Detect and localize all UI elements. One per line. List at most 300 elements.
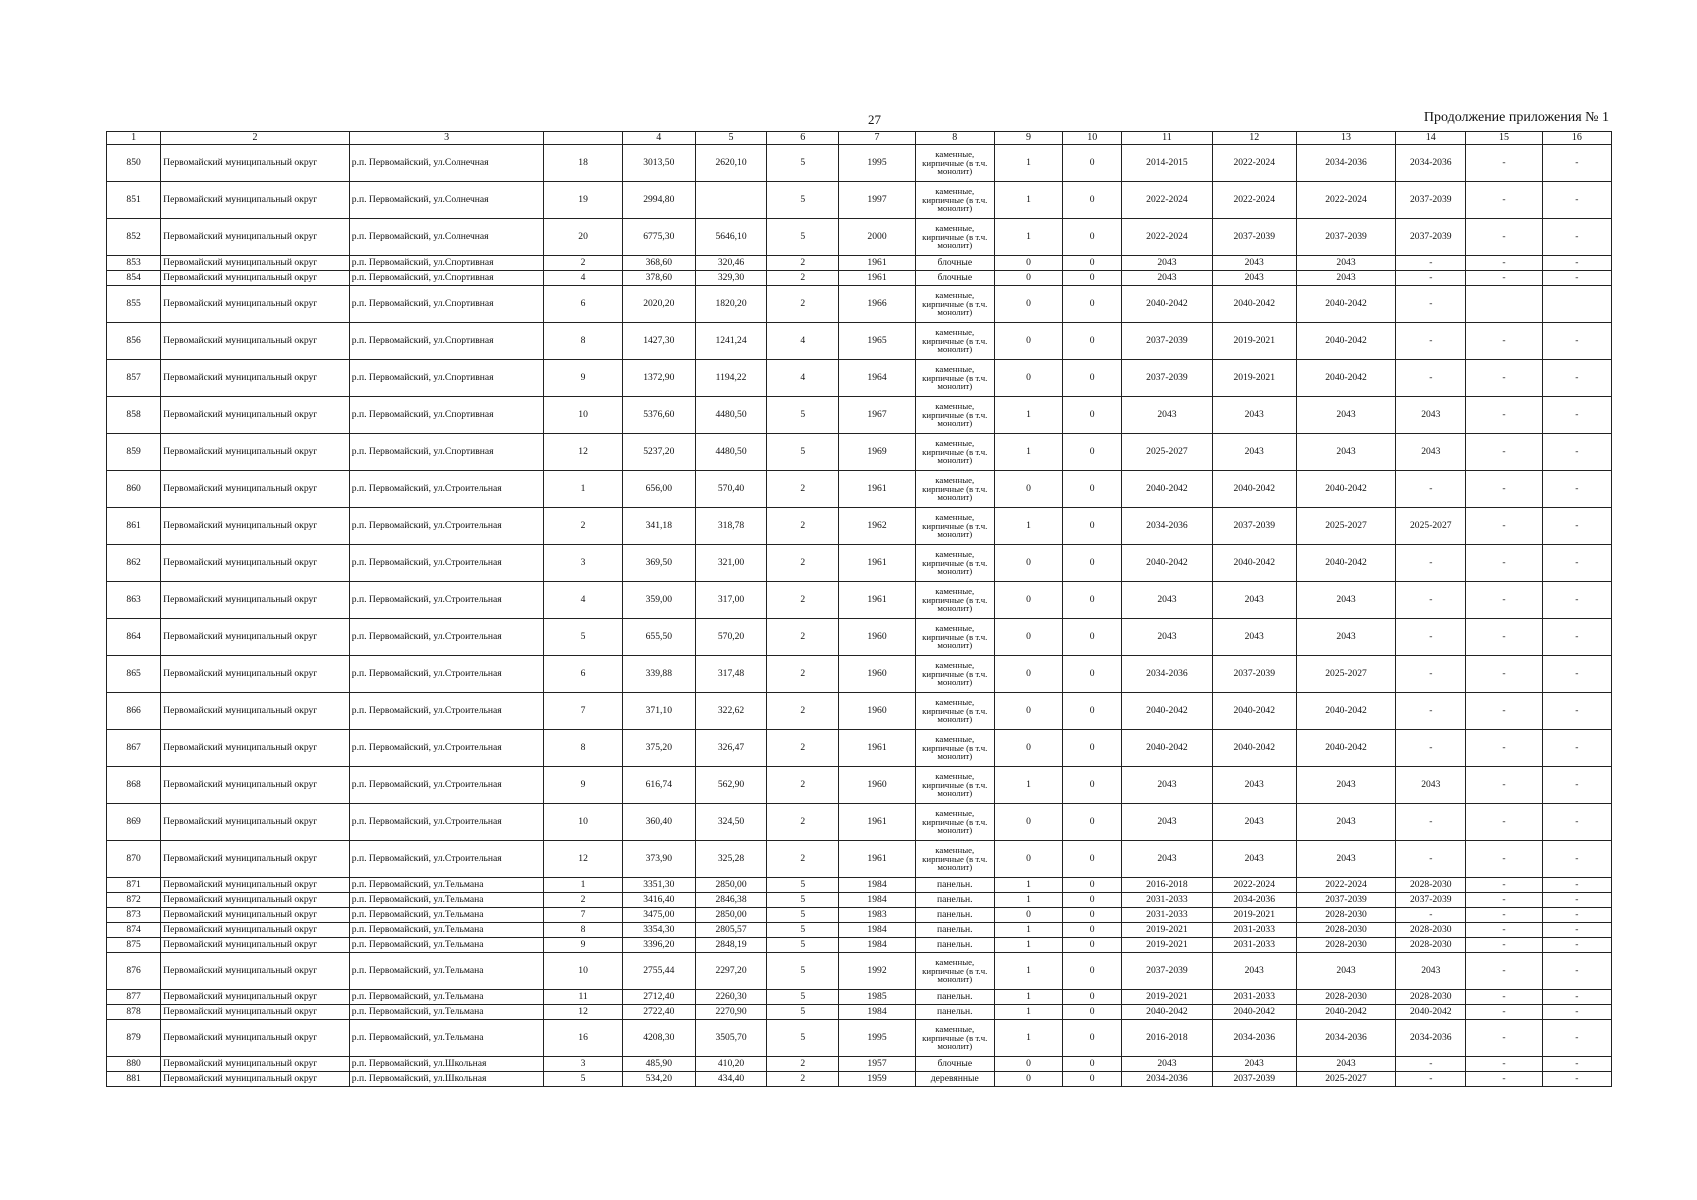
living-area-cell: 2805,57 bbox=[695, 923, 766, 938]
col10-cell: 0 bbox=[1063, 1072, 1122, 1087]
col9-cell: 0 bbox=[994, 256, 1062, 271]
district-cell: Первомайский муниципальный округ bbox=[161, 434, 350, 471]
house-number-cell: 16 bbox=[544, 1020, 622, 1057]
row-number-cell: 860 bbox=[107, 471, 161, 508]
col15-cell: - bbox=[1466, 893, 1542, 908]
address-cell: р.п. Первомайский, ул.Солнечная bbox=[349, 145, 544, 182]
col13-cell: 2040-2042 bbox=[1296, 471, 1395, 508]
col14-cell: 2040-2042 bbox=[1396, 1005, 1466, 1020]
table-row bbox=[107, 545, 1612, 582]
col10-cell: 0 bbox=[1063, 923, 1122, 938]
address-cell: р.п. Первомайский, ул.Строительная bbox=[349, 730, 544, 767]
col14-cell: - bbox=[1396, 582, 1466, 619]
house-number-cell: 8 bbox=[544, 730, 622, 767]
living-area-cell: 2270,90 bbox=[695, 1005, 766, 1020]
col9-cell: 1 bbox=[994, 219, 1062, 256]
district-cell: Первомайский муниципальный округ bbox=[161, 145, 350, 182]
floors-cell: 5 bbox=[767, 938, 839, 953]
col13-cell: 2043 bbox=[1296, 271, 1395, 286]
material-cell: каменные, кирпичные (в т.ч. монолит) bbox=[915, 953, 994, 990]
col13-cell: 2043 bbox=[1296, 619, 1395, 656]
address-cell: р.п. Первомайский, ул.Спортивная bbox=[349, 286, 544, 323]
floors-cell: 5 bbox=[767, 145, 839, 182]
floors-cell: 2 bbox=[767, 286, 839, 323]
col12-cell: 2043 bbox=[1212, 271, 1296, 286]
year-cell: 1983 bbox=[839, 908, 915, 923]
living-area-cell: 562,90 bbox=[695, 767, 766, 804]
column-number-cell: 5 bbox=[695, 132, 766, 145]
table-row bbox=[107, 953, 1612, 990]
col13-cell: 2040-2042 bbox=[1296, 693, 1395, 730]
total-area-cell: 2994,80 bbox=[622, 182, 695, 219]
address-cell: р.п. Первомайский, ул.Спортивная bbox=[349, 323, 544, 360]
col11-cell: 2022-2024 bbox=[1122, 182, 1212, 219]
floors-cell: 5 bbox=[767, 990, 839, 1005]
col15-cell bbox=[1466, 286, 1542, 323]
living-area-cell: 325,28 bbox=[695, 841, 766, 878]
col10-cell: 0 bbox=[1063, 656, 1122, 693]
col11-cell: 2025-2027 bbox=[1122, 434, 1212, 471]
col12-cell: 2040-2042 bbox=[1212, 1005, 1296, 1020]
material-cell: каменные, кирпичные (в т.ч. монолит) bbox=[915, 693, 994, 730]
col11-cell: 2019-2021 bbox=[1122, 990, 1212, 1005]
living-area-cell: 1820,20 bbox=[695, 286, 766, 323]
col12-cell: 2019-2021 bbox=[1212, 360, 1296, 397]
col12-cell: 2037-2039 bbox=[1212, 508, 1296, 545]
address-cell: р.п. Первомайский, ул.Строительная bbox=[349, 767, 544, 804]
address-cell: р.п. Первомайский, ул.Строительная bbox=[349, 471, 544, 508]
floors-cell: 2 bbox=[767, 471, 839, 508]
table-row bbox=[107, 767, 1612, 804]
total-area-cell: 656,00 bbox=[622, 471, 695, 508]
col12-cell: 2043 bbox=[1212, 767, 1296, 804]
living-area-cell: 5646,10 bbox=[695, 219, 766, 256]
row-number-cell: 872 bbox=[107, 893, 161, 908]
table-row bbox=[107, 271, 1612, 286]
total-area-cell: 359,00 bbox=[622, 582, 695, 619]
col16-cell: - bbox=[1542, 508, 1611, 545]
col10-cell: 0 bbox=[1063, 582, 1122, 619]
house-number-cell: 11 bbox=[544, 990, 622, 1005]
table-row bbox=[107, 656, 1612, 693]
floors-cell: 5 bbox=[767, 1005, 839, 1020]
living-area-cell: 324,50 bbox=[695, 804, 766, 841]
address-cell: р.п. Первомайский, ул.Тельмана bbox=[349, 1020, 544, 1057]
col12-cell: 2022-2024 bbox=[1212, 878, 1296, 893]
col11-cell: 2043 bbox=[1122, 397, 1212, 434]
floors-cell: 2 bbox=[767, 1072, 839, 1087]
col13-cell: 2028-2030 bbox=[1296, 990, 1395, 1005]
house-number-cell: 10 bbox=[544, 804, 622, 841]
col11-cell: 2034-2036 bbox=[1122, 1072, 1212, 1087]
col10-cell: 0 bbox=[1063, 893, 1122, 908]
living-area-cell: 2297,20 bbox=[695, 953, 766, 990]
living-area-cell: 322,62 bbox=[695, 693, 766, 730]
col16-cell: - bbox=[1542, 1020, 1611, 1057]
table-row bbox=[107, 878, 1612, 893]
col14-cell: - bbox=[1396, 286, 1466, 323]
table-row bbox=[107, 434, 1612, 471]
house-number-cell: 8 bbox=[544, 923, 622, 938]
col9-cell: 0 bbox=[994, 804, 1062, 841]
living-area-cell: 2260,30 bbox=[695, 990, 766, 1005]
table-row bbox=[107, 508, 1612, 545]
col15-cell: - bbox=[1466, 508, 1542, 545]
column-number-cell: 8 bbox=[915, 132, 994, 145]
year-cell: 1962 bbox=[839, 508, 915, 545]
total-area-cell: 368,60 bbox=[622, 256, 695, 271]
row-number-cell: 871 bbox=[107, 878, 161, 893]
col15-cell: - bbox=[1466, 182, 1542, 219]
house-number-cell: 12 bbox=[544, 841, 622, 878]
address-cell: р.п. Первомайский, ул.Тельмана bbox=[349, 908, 544, 923]
table-row bbox=[107, 323, 1612, 360]
col12-cell: 2043 bbox=[1212, 804, 1296, 841]
row-number-cell: 858 bbox=[107, 397, 161, 434]
row-number-cell: 863 bbox=[107, 582, 161, 619]
col10-cell: 0 bbox=[1063, 693, 1122, 730]
column-number-row bbox=[107, 132, 1612, 145]
col15-cell: - bbox=[1466, 841, 1542, 878]
col12-cell: 2019-2021 bbox=[1212, 323, 1296, 360]
col9-cell: 1 bbox=[994, 434, 1062, 471]
address-cell: р.п. Первомайский, ул.Солнечная bbox=[349, 182, 544, 219]
col16-cell: - bbox=[1542, 990, 1611, 1005]
col16-cell: - bbox=[1542, 656, 1611, 693]
address-cell: р.п. Первомайский, ул.Строительная bbox=[349, 693, 544, 730]
floors-cell: 5 bbox=[767, 397, 839, 434]
year-cell: 1984 bbox=[839, 923, 915, 938]
col16-cell bbox=[1542, 286, 1611, 323]
year-cell: 1961 bbox=[839, 256, 915, 271]
col14-cell: - bbox=[1396, 256, 1466, 271]
col9-cell: 0 bbox=[994, 1057, 1062, 1072]
year-cell: 1960 bbox=[839, 693, 915, 730]
total-area-cell: 5237,20 bbox=[622, 434, 695, 471]
col10-cell: 0 bbox=[1063, 990, 1122, 1005]
col12-cell: 2043 bbox=[1212, 841, 1296, 878]
living-area-cell: 434,40 bbox=[695, 1072, 766, 1087]
col11-cell: 2016-2018 bbox=[1122, 878, 1212, 893]
table-row bbox=[107, 471, 1612, 508]
column-number-cell: 15 bbox=[1466, 132, 1542, 145]
col13-cell: 2028-2030 bbox=[1296, 923, 1395, 938]
district-cell: Первомайский муниципальный округ bbox=[161, 1005, 350, 1020]
living-area-cell: 2848,19 bbox=[695, 938, 766, 953]
col10-cell: 0 bbox=[1063, 804, 1122, 841]
col11-cell: 2022-2024 bbox=[1122, 219, 1212, 256]
floors-cell: 2 bbox=[767, 656, 839, 693]
living-area-cell: 1194,22 bbox=[695, 360, 766, 397]
col10-cell: 0 bbox=[1063, 256, 1122, 271]
row-number-cell: 864 bbox=[107, 619, 161, 656]
col11-cell: 2037-2039 bbox=[1122, 323, 1212, 360]
col9-cell: 1 bbox=[994, 508, 1062, 545]
column-number-cell: 14 bbox=[1396, 132, 1466, 145]
material-cell: панельн. bbox=[915, 908, 994, 923]
col14-cell: 2034-2036 bbox=[1396, 145, 1466, 182]
total-area-cell: 3013,50 bbox=[622, 145, 695, 182]
col10-cell: 0 bbox=[1063, 397, 1122, 434]
material-cell: каменные, кирпичные (в т.ч. монолит) bbox=[915, 508, 994, 545]
col15-cell: - bbox=[1466, 434, 1542, 471]
floors-cell: 5 bbox=[767, 923, 839, 938]
address-cell: р.п. Первомайский, ул.Тельмана bbox=[349, 893, 544, 908]
material-cell: панельн. bbox=[915, 990, 994, 1005]
address-cell: р.п. Первомайский, ул.Строительная bbox=[349, 619, 544, 656]
material-cell: каменные, кирпичные (в т.ч. монолит) bbox=[915, 656, 994, 693]
row-number-cell: 851 bbox=[107, 182, 161, 219]
col12-cell: 2037-2039 bbox=[1212, 656, 1296, 693]
col16-cell: - bbox=[1542, 471, 1611, 508]
col9-cell: 1 bbox=[994, 878, 1062, 893]
year-cell: 1984 bbox=[839, 1005, 915, 1020]
row-number-cell: 881 bbox=[107, 1072, 161, 1087]
col15-cell: - bbox=[1466, 923, 1542, 938]
house-number-cell: 6 bbox=[544, 656, 622, 693]
address-cell: р.п. Первомайский, ул.Солнечная bbox=[349, 219, 544, 256]
table-row bbox=[107, 360, 1612, 397]
table-row bbox=[107, 582, 1612, 619]
col12-cell: 2031-2033 bbox=[1212, 923, 1296, 938]
floors-cell: 2 bbox=[767, 730, 839, 767]
col13-cell: 2025-2027 bbox=[1296, 508, 1395, 545]
house-number-cell: 2 bbox=[544, 893, 622, 908]
house-number-cell: 8 bbox=[544, 323, 622, 360]
col15-cell: - bbox=[1466, 953, 1542, 990]
house-number-cell: 18 bbox=[544, 145, 622, 182]
total-area-cell: 339,88 bbox=[622, 656, 695, 693]
floors-cell: 2 bbox=[767, 767, 839, 804]
col11-cell: 2034-2036 bbox=[1122, 656, 1212, 693]
floors-cell: 2 bbox=[767, 804, 839, 841]
col9-cell: 1 bbox=[994, 1005, 1062, 1020]
continuation-title: Продолжение приложения № 1 bbox=[1423, 110, 1609, 125]
col9-cell: 0 bbox=[994, 1072, 1062, 1087]
col10-cell: 0 bbox=[1063, 271, 1122, 286]
col12-cell: 2034-2036 bbox=[1212, 1020, 1296, 1057]
district-cell: Первомайский муниципальный округ bbox=[161, 878, 350, 893]
house-number-cell: 2 bbox=[544, 508, 622, 545]
year-cell: 1960 bbox=[839, 656, 915, 693]
material-cell: каменные, кирпичные (в т.ч. монолит) bbox=[915, 397, 994, 434]
col13-cell: 2040-2042 bbox=[1296, 360, 1395, 397]
col16-cell: - bbox=[1542, 1072, 1611, 1087]
house-number-cell: 1 bbox=[544, 471, 622, 508]
row-number-cell: 857 bbox=[107, 360, 161, 397]
total-area-cell: 341,18 bbox=[622, 508, 695, 545]
row-number-cell: 879 bbox=[107, 1020, 161, 1057]
row-number-cell: 856 bbox=[107, 323, 161, 360]
col10-cell: 0 bbox=[1063, 545, 1122, 582]
col9-cell: 1 bbox=[994, 397, 1062, 434]
col10-cell: 0 bbox=[1063, 841, 1122, 878]
row-number-cell: 873 bbox=[107, 908, 161, 923]
row-number-cell: 875 bbox=[107, 938, 161, 953]
floors-cell: 5 bbox=[767, 953, 839, 990]
material-cell: каменные, кирпичные (в т.ч. монолит) bbox=[915, 1020, 994, 1057]
col15-cell: - bbox=[1466, 582, 1542, 619]
col16-cell: - bbox=[1542, 256, 1611, 271]
col12-cell: 2040-2042 bbox=[1212, 471, 1296, 508]
material-cell: деревянные bbox=[915, 1072, 994, 1087]
col11-cell: 2040-2042 bbox=[1122, 471, 1212, 508]
col11-cell: 2043 bbox=[1122, 271, 1212, 286]
total-area-cell: 1427,30 bbox=[622, 323, 695, 360]
col13-cell: 2034-2036 bbox=[1296, 145, 1395, 182]
house-number-cell: 19 bbox=[544, 182, 622, 219]
living-area-cell: 4480,50 bbox=[695, 434, 766, 471]
col12-cell: 2043 bbox=[1212, 434, 1296, 471]
col11-cell: 2043 bbox=[1122, 767, 1212, 804]
year-cell: 1965 bbox=[839, 323, 915, 360]
col13-cell: 2025-2027 bbox=[1296, 656, 1395, 693]
total-area-cell: 5376,60 bbox=[622, 397, 695, 434]
district-cell: Первомайский муниципальный округ bbox=[161, 1072, 350, 1087]
year-cell: 1961 bbox=[839, 271, 915, 286]
col16-cell: - bbox=[1542, 893, 1611, 908]
col13-cell: 2037-2039 bbox=[1296, 219, 1395, 256]
year-cell: 1966 bbox=[839, 286, 915, 323]
living-area-cell: 1241,24 bbox=[695, 323, 766, 360]
table-row bbox=[107, 893, 1612, 908]
col14-cell: 2037-2039 bbox=[1396, 893, 1466, 908]
column-number-cell: 11 bbox=[1122, 132, 1212, 145]
living-area-cell: 410,20 bbox=[695, 1057, 766, 1072]
floors-cell: 2 bbox=[767, 693, 839, 730]
col10-cell: 0 bbox=[1063, 938, 1122, 953]
district-cell: Первомайский муниципальный округ bbox=[161, 693, 350, 730]
district-cell: Первомайский муниципальный округ bbox=[161, 767, 350, 804]
row-number-cell: 862 bbox=[107, 545, 161, 582]
floors-cell: 4 bbox=[767, 323, 839, 360]
total-area-cell: 3416,40 bbox=[622, 893, 695, 908]
district-cell: Первомайский муниципальный округ bbox=[161, 1057, 350, 1072]
col12-cell: 2031-2033 bbox=[1212, 990, 1296, 1005]
col11-cell: 2019-2021 bbox=[1122, 938, 1212, 953]
material-cell: каменные, кирпичные (в т.ч. монолит) bbox=[915, 145, 994, 182]
col9-cell: 0 bbox=[994, 582, 1062, 619]
col13-cell: 2028-2030 bbox=[1296, 908, 1395, 923]
row-number-cell: 861 bbox=[107, 508, 161, 545]
col16-cell: - bbox=[1542, 145, 1611, 182]
col14-cell: - bbox=[1396, 360, 1466, 397]
total-area-cell: 534,20 bbox=[622, 1072, 695, 1087]
column-number-cell: 1 bbox=[107, 132, 161, 145]
floors-cell: 5 bbox=[767, 219, 839, 256]
living-area-cell: 570,40 bbox=[695, 471, 766, 508]
floors-cell: 5 bbox=[767, 893, 839, 908]
year-cell: 1997 bbox=[839, 182, 915, 219]
address-cell: р.п. Первомайский, ул.Тельмана bbox=[349, 938, 544, 953]
row-number-cell: 874 bbox=[107, 923, 161, 938]
col10-cell: 0 bbox=[1063, 219, 1122, 256]
floors-cell: 2 bbox=[767, 545, 839, 582]
col16-cell: - bbox=[1542, 878, 1611, 893]
row-number-cell: 868 bbox=[107, 767, 161, 804]
column-number-cell bbox=[544, 132, 622, 145]
table-row bbox=[107, 804, 1612, 841]
table-row bbox=[107, 182, 1612, 219]
col16-cell: - bbox=[1542, 619, 1611, 656]
floors-cell: 5 bbox=[767, 908, 839, 923]
col13-cell: 2040-2042 bbox=[1296, 730, 1395, 767]
district-cell: Первомайский муниципальный округ bbox=[161, 508, 350, 545]
living-area-cell: 320,46 bbox=[695, 256, 766, 271]
house-number-cell: 12 bbox=[544, 1005, 622, 1020]
col15-cell: - bbox=[1466, 1057, 1542, 1072]
year-cell: 1961 bbox=[839, 471, 915, 508]
col15-cell: - bbox=[1466, 878, 1542, 893]
col14-cell: - bbox=[1396, 271, 1466, 286]
table-row bbox=[107, 219, 1612, 256]
col15-cell: - bbox=[1466, 471, 1542, 508]
col10-cell: 0 bbox=[1063, 182, 1122, 219]
table-row bbox=[107, 1005, 1612, 1020]
col15-cell: - bbox=[1466, 908, 1542, 923]
material-cell: панельн. bbox=[915, 938, 994, 953]
col13-cell: 2043 bbox=[1296, 582, 1395, 619]
col15-cell: - bbox=[1466, 693, 1542, 730]
col13-cell: 2040-2042 bbox=[1296, 545, 1395, 582]
col9-cell: 0 bbox=[994, 360, 1062, 397]
year-cell: 1961 bbox=[839, 804, 915, 841]
col16-cell: - bbox=[1542, 545, 1611, 582]
col13-cell: 2022-2024 bbox=[1296, 878, 1395, 893]
row-number-cell: 853 bbox=[107, 256, 161, 271]
col14-cell: - bbox=[1396, 545, 1466, 582]
district-cell: Первомайский муниципальный округ bbox=[161, 271, 350, 286]
district-cell: Первомайский муниципальный округ bbox=[161, 582, 350, 619]
address-cell: р.п. Первомайский, ул.Школьная bbox=[349, 1072, 544, 1087]
table-row bbox=[107, 286, 1612, 323]
col16-cell: - bbox=[1542, 953, 1611, 990]
living-area-cell: 318,78 bbox=[695, 508, 766, 545]
col16-cell: - bbox=[1542, 908, 1611, 923]
house-number-cell: 10 bbox=[544, 397, 622, 434]
year-cell: 1961 bbox=[839, 545, 915, 582]
col14-cell: - bbox=[1396, 730, 1466, 767]
material-cell: панельн. bbox=[915, 878, 994, 893]
district-cell: Первомайский муниципальный округ bbox=[161, 1020, 350, 1057]
col10-cell: 0 bbox=[1063, 286, 1122, 323]
district-cell: Первомайский муниципальный округ bbox=[161, 619, 350, 656]
address-cell: р.п. Первомайский, ул.Тельмана bbox=[349, 990, 544, 1005]
col13-cell: 2025-2027 bbox=[1296, 1072, 1395, 1087]
address-cell: р.п. Первомайский, ул.Тельмана bbox=[349, 923, 544, 938]
row-number-cell: 852 bbox=[107, 219, 161, 256]
total-area-cell: 3351,30 bbox=[622, 878, 695, 893]
col12-cell: 2040-2042 bbox=[1212, 286, 1296, 323]
col14-cell: 2028-2030 bbox=[1396, 878, 1466, 893]
house-number-cell: 20 bbox=[544, 219, 622, 256]
living-area-cell: 326,47 bbox=[695, 730, 766, 767]
column-number-cell: 6 bbox=[767, 132, 839, 145]
col16-cell: - bbox=[1542, 360, 1611, 397]
material-cell: блочные bbox=[915, 256, 994, 271]
house-number-cell: 9 bbox=[544, 938, 622, 953]
house-number-cell: 12 bbox=[544, 434, 622, 471]
col15-cell: - bbox=[1466, 271, 1542, 286]
total-area-cell: 616,74 bbox=[622, 767, 695, 804]
total-area-cell: 485,90 bbox=[622, 1057, 695, 1072]
living-area-cell: 321,00 bbox=[695, 545, 766, 582]
total-area-cell: 369,50 bbox=[622, 545, 695, 582]
col9-cell: 1 bbox=[994, 938, 1062, 953]
col11-cell: 2043 bbox=[1122, 256, 1212, 271]
page-number: 27 bbox=[868, 112, 881, 127]
district-cell: Первомайский муниципальный округ bbox=[161, 360, 350, 397]
